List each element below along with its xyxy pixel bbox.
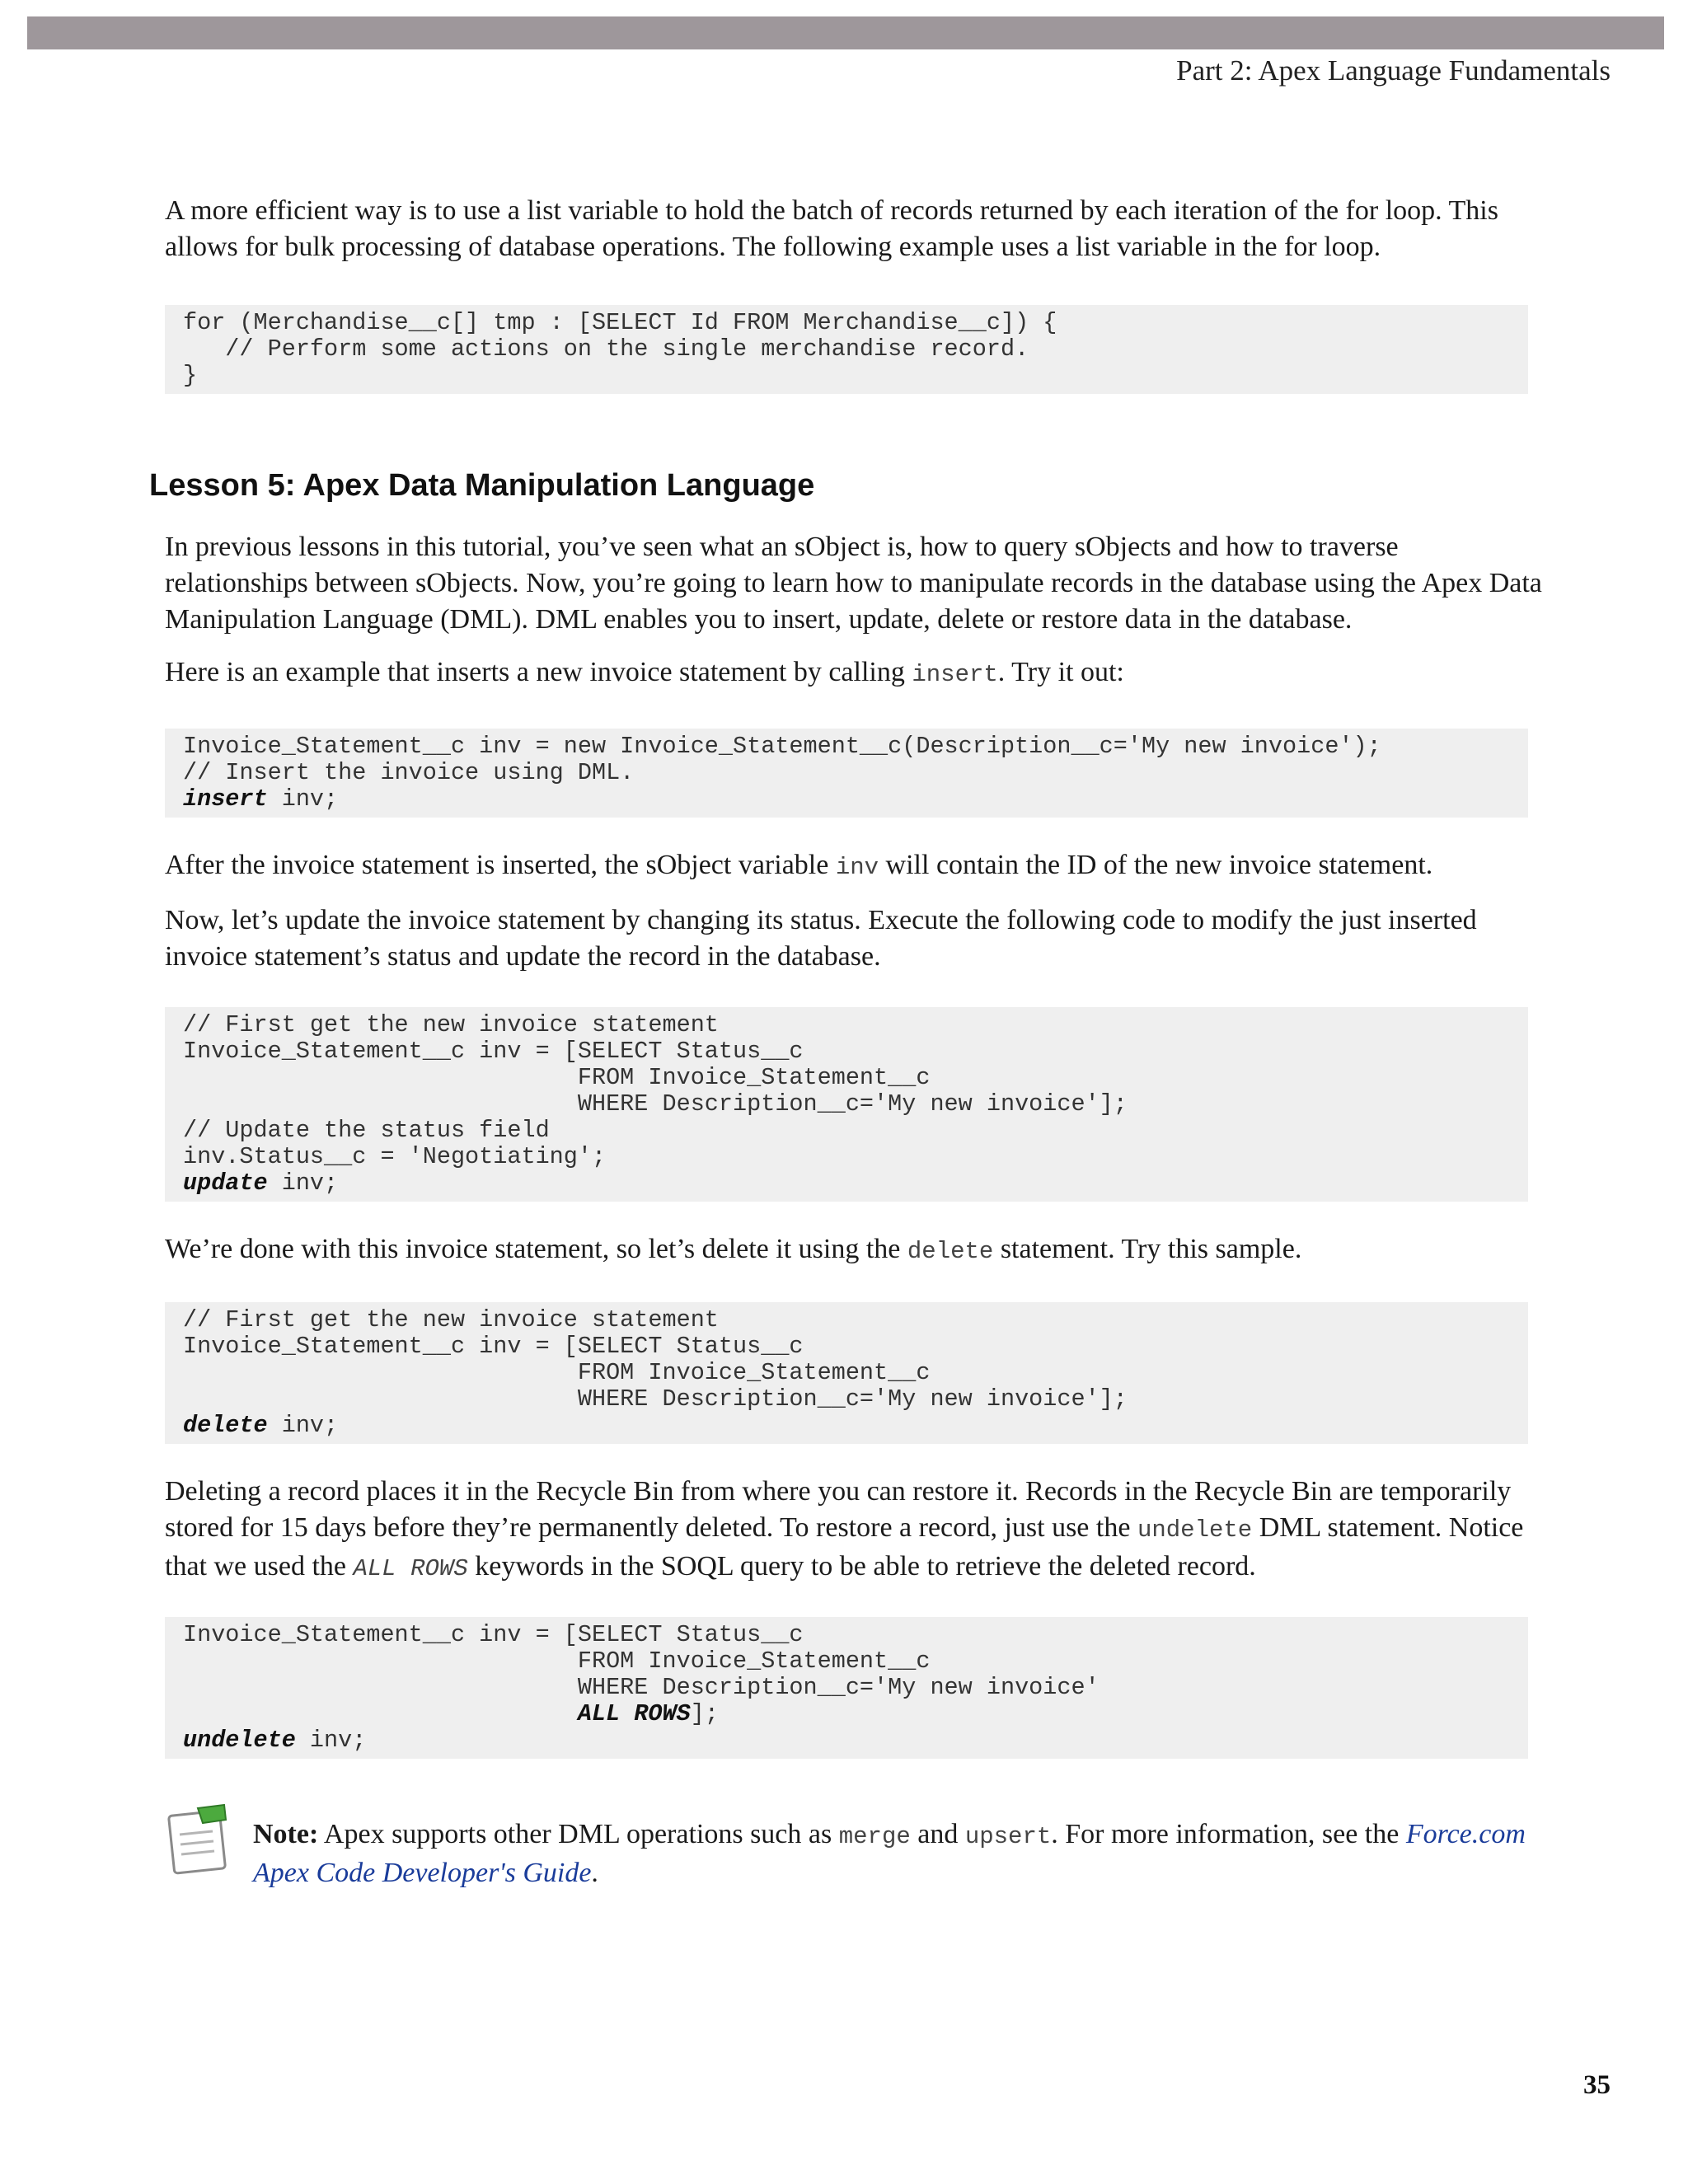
running-header: Part 2: Apex Language Fundamentals xyxy=(1176,54,1611,87)
code-block-update xyxy=(165,1007,1528,1202)
inline-code-inv: inv xyxy=(835,854,879,881)
delete-section xyxy=(165,1231,1546,1286)
lesson-intro xyxy=(165,529,1546,710)
lesson-paragraph-5: We’re done with this invoice statement, so let’s delete it using the delete statement. Try this sample. xyxy=(165,1234,1302,1265)
lesson-heading: Lesson 5: Apex Data Manipulation Language xyxy=(149,468,815,503)
code-block-undelete xyxy=(165,1617,1528,1759)
code-line: // First get the new invoice statement xyxy=(183,1011,719,1038)
code-keyword: update xyxy=(183,1169,268,1197)
code-line: // Perform some actions on the single merchandise record. xyxy=(183,335,1029,363)
code-keyword: ALL ROWS xyxy=(577,1700,691,1727)
inline-code-merge: merge xyxy=(838,1823,911,1850)
lesson-paragraph-2: Here is an example that inserts a new invoice statement by calling insert. Try it out: xyxy=(165,657,1124,688)
note-icon xyxy=(165,1803,231,1876)
code-keyword: delete xyxy=(183,1412,268,1439)
lesson-paragraph-4: Now, let’s update the invoice statement by changing its status. Execute the following code to modify the just inserted invoice statement’s status and update the record in the database. xyxy=(165,905,1477,972)
code-keyword: undelete xyxy=(183,1727,296,1754)
code-line: // First get the new invoice statement xyxy=(183,1306,719,1333)
inline-code-undelete: undelete xyxy=(1137,1516,1253,1544)
code-line: WHERE Description__c='My new invoice']; xyxy=(183,1090,1128,1118)
code-block-insert xyxy=(165,729,1528,818)
code-block-for-loop xyxy=(165,305,1528,394)
code-block: Invoice_Statement__c inv = new Invoice_Statement__c(Description__c='My new invoice'); // Insert the invoice using DML. insert inv; xyxy=(165,729,1528,818)
header-bar xyxy=(27,16,1664,49)
code-line: WHERE Description__c='My new invoice']; xyxy=(183,1385,1128,1413)
code-line: WHERE Description__c='My new invoice' xyxy=(183,1674,1100,1701)
code-line: // Update the status field xyxy=(183,1117,550,1144)
note-box xyxy=(165,1788,1546,1919)
lesson-paragraph-6: Deleting a record places it in the Recycle Bin from where you can restore it. Records in the Recycle Bin are temporarily stored for 15 days before they’re permanently deleted. To restore a record, just use the undelete DML statement. Notice that we used the ALL ROWS keywords in the SOQL query to be able to retrieve the deleted record. xyxy=(165,1476,1524,1582)
lesson-paragraph-3: After the invoice statement is inserted, the sObject variable inv will contain the ID of the new invoice statement. xyxy=(165,850,1433,881)
code-line: Invoice_Statement__c inv = [SELECT Status__c xyxy=(183,1333,804,1360)
intro-paragraph: A more efficient way is to use a list variable to hold the batch of records returned by each iteration of the for loop. This allows for bulk processing of database operations. The following example uses a list variable in the for loop. xyxy=(165,195,1498,262)
lesson-paragraph-1: In previous lessons in this tutorial, you’ve seen what an sObject is, how to query sObjects and how to traverse relationships between sObjects. Now, you’re going to learn how to manipulate records in the database using the Apex Data Manipulation Language (DML). DML enables you to insert, update, delete or restore data in the database. xyxy=(165,532,1542,635)
code-block: Invoice_Statement__c inv = [SELECT Status__c FROM Invoice_Statement__c WHERE Description__c='My new invoice' ALL ROWS]; undelete inv; xyxy=(165,1617,1528,1759)
code-keyword: insert xyxy=(183,785,268,813)
code-line: inv.Status__c = 'Negotiating'; xyxy=(183,1143,607,1170)
code-block: // First get the new invoice statement Invoice_Statement__c inv = [SELECT Status__c FROM Invoice_Statement__c WHERE Description__c='My new invoice']; delete inv; xyxy=(165,1302,1528,1444)
inline-code-upsert: upsert xyxy=(964,1823,1052,1850)
inline-code-delete: delete xyxy=(907,1238,994,1265)
developer-guide-link[interactable]: Force.com Apex Code Developer's Guide xyxy=(253,1819,1526,1888)
code-block: // First get the new invoice statement Invoice_Statement__c inv = [SELECT Status__c FROM Invoice_Statement__c WHERE Description__c='My new invoice']; // Update the status field inv.Status__c = 'Negotiating'; update inv; xyxy=(165,1007,1528,1202)
after-insert-section xyxy=(165,847,1546,991)
intro-section xyxy=(165,193,1546,282)
code-line: Invoice_Statement__c inv = [SELECT Status__c xyxy=(183,1038,804,1065)
code-line: FROM Invoice_Statement__c xyxy=(183,1647,931,1675)
code-line: FROM Invoice_Statement__c xyxy=(183,1359,931,1386)
inline-code-all-rows: ALL ROWS xyxy=(353,1555,468,1582)
code-line: // Insert the invoice using DML. xyxy=(183,759,635,786)
note-text: Note: Apex supports other DML operations such as merge and upsert. For more information, see the Force.com Apex Code Developer's Guide. xyxy=(253,1819,1526,1888)
code-line: Invoice_Statement__c inv = new Invoice_Statement__c(Description__c='My new invoice'); xyxy=(183,733,1381,760)
inline-code-insert: insert xyxy=(912,661,998,688)
code-line: FROM Invoice_Statement__c xyxy=(183,1064,931,1091)
code-line: Invoice_Statement__c inv = [SELECT Status__c xyxy=(183,1621,804,1648)
code-line: } xyxy=(183,362,198,389)
page-number: 35 xyxy=(1583,2070,1611,2100)
code-line: for (Merchandise__c[] tmp : [SELECT Id FROM Merchandise__c]) { xyxy=(183,309,1057,336)
code-block xyxy=(165,305,1528,394)
undelete-section xyxy=(165,1474,1546,1604)
code-block-delete xyxy=(165,1302,1528,1444)
